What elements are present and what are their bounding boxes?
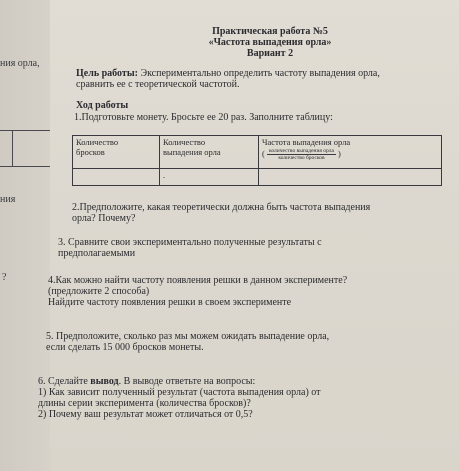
table-header-row bbox=[73, 136, 442, 169]
table-row bbox=[73, 169, 442, 186]
step-1: 1.Подготовьте монету. Бросьте ее 20 раз. Заполните таблицу: bbox=[74, 112, 333, 123]
title-line-3: Вариант 2 bbox=[246, 48, 294, 59]
title-line-1: Практическая работа №5 bbox=[212, 26, 328, 37]
header-heads-count: Количество выпадения орла bbox=[160, 136, 259, 169]
cell-heads-count[interactable]: . bbox=[160, 169, 259, 186]
margin-fragment-1: ния орла, bbox=[0, 58, 40, 69]
margin-fragment-2: ния bbox=[0, 194, 16, 205]
question-5: 5. Предположите, сколько раз мы можем ожидать выпадение орла, если сделать 15 000 бросков монеты. bbox=[46, 331, 330, 353]
header-throws: Количество бросков bbox=[73, 136, 160, 169]
cell-heads-frequency[interactable] bbox=[259, 169, 442, 186]
margin-fragment-3: ? bbox=[2, 272, 7, 283]
question-2: 2.Предположите, какая теоретически должна быть частота выпадения орла? Почему? bbox=[72, 202, 371, 224]
question-3: 3. Сравните свои экспериментально полученные результаты с предполагаемыми bbox=[58, 237, 322, 259]
goal-text-2: сравнить ее с теоретической частотой. bbox=[76, 79, 240, 90]
margin-table-line-top bbox=[0, 130, 50, 131]
conclusion-word: вывод bbox=[90, 376, 119, 387]
goal-text-1: Экспериментально определить частоту выпадения орла, bbox=[140, 68, 380, 79]
procedure-heading: Ход работы bbox=[76, 100, 129, 111]
margin-table-line-bottom bbox=[0, 166, 50, 167]
worksheet-title bbox=[150, 26, 390, 59]
frequency-fraction: $\frac{\text{количество выпадения орла}}{\text{количество бросков}}$ bbox=[268, 147, 334, 161]
results-table bbox=[72, 135, 442, 186]
margin-table-line-vertical bbox=[12, 130, 13, 166]
goal-label: Цель работы: bbox=[76, 68, 138, 79]
header-heads-frequency: Частота выпадения орла ( $\frac{\text{количество выпадения орла}}{\text{количество бросков}}$ ) bbox=[259, 136, 442, 169]
goal-section bbox=[76, 68, 448, 90]
question-6: 6. Сделайте вывод. В выводе ответьте на вопросы: 1) Как зависит полученный результат (частота выпадения орла) от длины серии эксперимента (количества бросков)? 2) Почему ваш результат может отличаться от 0,5? bbox=[38, 376, 321, 420]
question-4: 4.Как можно найти частоту появления решки в данном эксперименте? (предложите 2 способа) Найдите частоту появления решки в своем эксперименте bbox=[48, 275, 348, 308]
cell-throws[interactable] bbox=[73, 169, 160, 186]
title-line-2: «Частота выпадения орла» bbox=[208, 37, 332, 48]
